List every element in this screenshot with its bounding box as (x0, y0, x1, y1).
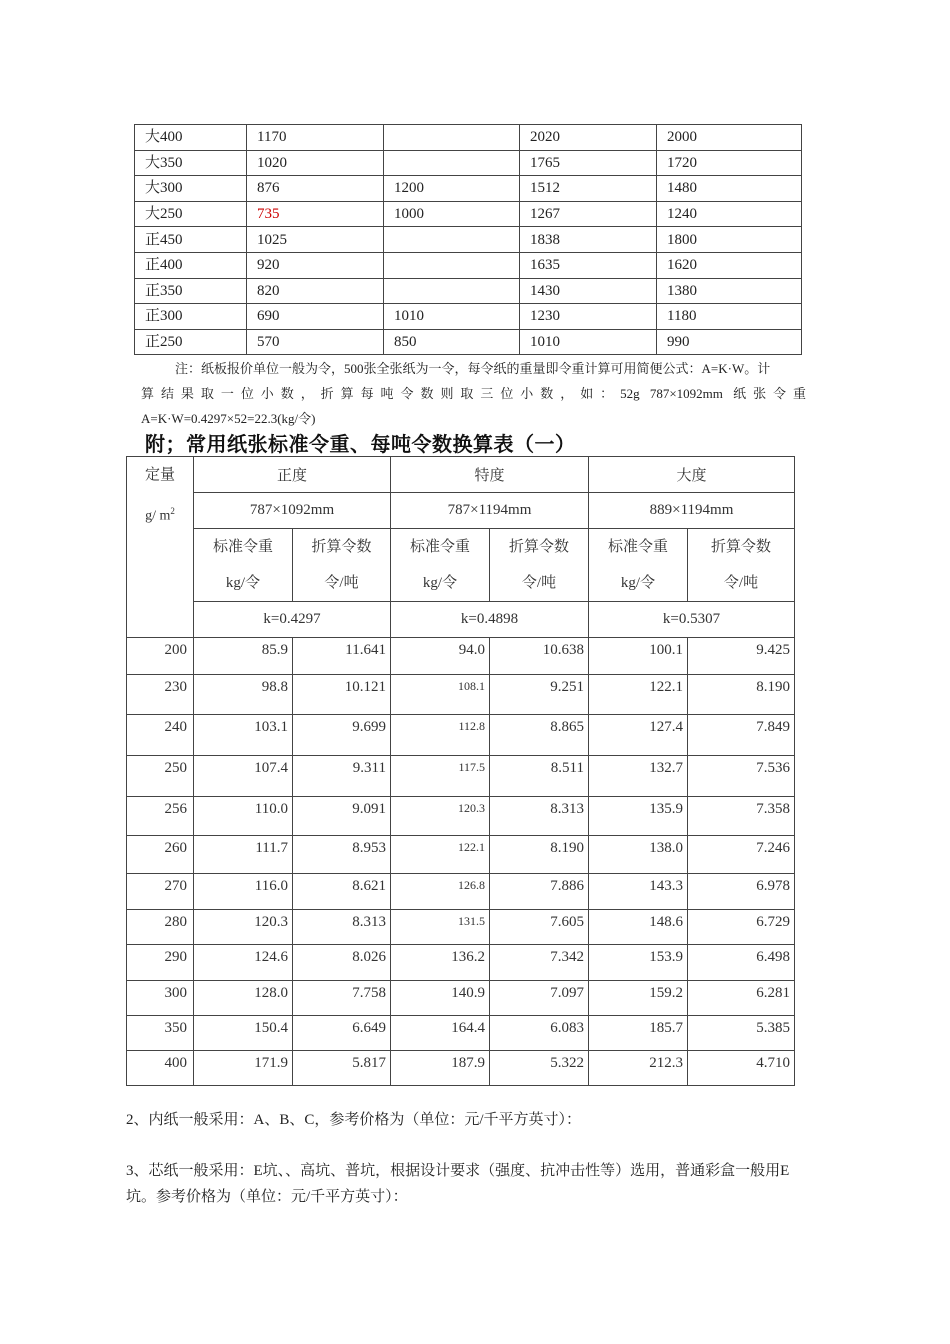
table-cell: 大350 (135, 150, 247, 176)
table-row (127, 836, 795, 874)
count-column-header (688, 529, 795, 602)
table-cell: 250 (127, 756, 194, 797)
table-cell: 6.649 (293, 1016, 391, 1051)
table-cell: 100.1 (589, 638, 688, 675)
table-cell: 8.621 (293, 874, 391, 910)
table-cell: 185.7 (589, 1016, 688, 1051)
table-cell: 8.190 (688, 675, 795, 715)
group-name-tedu: 特度 (391, 457, 589, 493)
table-cell: 9.311 (293, 756, 391, 797)
table-cell: 187.9 (391, 1051, 490, 1086)
group-name-dadu: 大度 (589, 457, 795, 493)
table-row (127, 797, 795, 836)
table-cell: 131.5 (391, 910, 490, 945)
table-cell: 2000 (657, 125, 802, 151)
table-cell: 820 (247, 278, 384, 304)
k-value-zhengdu: k=0.4297 (194, 602, 391, 638)
table-cell: 126.8 (391, 874, 490, 910)
header-label: 折算令数 (508, 539, 569, 555)
header-label: 标准令重 (212, 539, 273, 555)
table-row (135, 329, 802, 355)
table-cell: 270 (127, 874, 194, 910)
basis-weight-header (127, 457, 194, 638)
table-cell: 正450 (135, 227, 247, 253)
weight-column-header (194, 529, 293, 602)
note-line-2: 算结果取一位小数，折算每吨令数则取三位小数，如：52g 787×1092mm 纸张令重 (141, 386, 806, 401)
table-cell: 350 (127, 1016, 194, 1051)
header-unit: kg/令 (422, 575, 458, 591)
table-cell: 570 (247, 329, 384, 355)
table-row (127, 874, 795, 910)
table-cell: 10.121 (293, 675, 391, 715)
table-cell: 200 (127, 638, 194, 675)
table-cell: 1000 (384, 201, 520, 227)
table-cell: 171.9 (194, 1051, 293, 1086)
table-cell: 8.190 (490, 836, 589, 874)
count-column-header (293, 529, 391, 602)
table-cell: 122.1 (391, 836, 490, 874)
table-cell: 6.281 (688, 981, 795, 1016)
header-label: 标准令重 (607, 539, 668, 555)
table-cell: 7.358 (688, 797, 795, 836)
table-cell: 7.536 (688, 756, 795, 797)
table-cell: 6.083 (490, 1016, 589, 1051)
table-cell (384, 252, 520, 278)
header-unit: kg/令 (620, 575, 656, 591)
weight-column-header (589, 529, 688, 602)
note-line-3: A=K·W=0.4297×52=22.3(kg/令) (141, 411, 316, 426)
table-row (135, 125, 802, 151)
table-cell: 10.638 (490, 638, 589, 675)
table-cell: 9.699 (293, 715, 391, 756)
table-row (127, 638, 795, 675)
table-cell: 400 (127, 1051, 194, 1086)
table-cell: 280 (127, 910, 194, 945)
table-cell: 120.3 (391, 797, 490, 836)
table-cell: 127.4 (589, 715, 688, 756)
table-cell: 9.091 (293, 797, 391, 836)
table-cell: 920 (247, 252, 384, 278)
table-cell: 128.0 (194, 981, 293, 1016)
table-cell: 138.0 (589, 836, 688, 874)
table-cell: 107.4 (194, 756, 293, 797)
table-cell: 7.342 (490, 945, 589, 981)
table-cell: 9.425 (688, 638, 795, 675)
table-cell: 大400 (135, 125, 247, 151)
group-size-dadu: 889×1194mm (589, 493, 795, 529)
table-cell: 1025 (247, 227, 384, 253)
table-cell: 正350 (135, 278, 247, 304)
table-cell: 7.605 (490, 910, 589, 945)
table-cell: 122.1 (589, 675, 688, 715)
table-cell: 230 (127, 675, 194, 715)
table-cell: 7.097 (490, 981, 589, 1016)
table-cell: 大250 (135, 201, 247, 227)
table-cell: 8.953 (293, 836, 391, 874)
table-cell: 1800 (657, 227, 802, 253)
table-row (135, 227, 802, 253)
table-cell: 110.0 (194, 797, 293, 836)
table-cell: 690 (247, 304, 384, 330)
table-cell: 1480 (657, 176, 802, 202)
table-cell: 124.6 (194, 945, 293, 981)
table-cell: 116.0 (194, 874, 293, 910)
paper-price-table (134, 124, 802, 355)
table-cell: 111.7 (194, 836, 293, 874)
table-cell: 98.8 (194, 675, 293, 715)
table-cell: 1020 (247, 150, 384, 176)
table-cell: 290 (127, 945, 194, 981)
table-cell: 8.026 (293, 945, 391, 981)
table-cell: 735 (247, 201, 384, 227)
table-cell: 7.246 (688, 836, 795, 874)
table-cell: 1380 (657, 278, 802, 304)
paragraph-inner-paper: 2、内纸一般采用：A、B、C，参考价格为（单位：元/千平方英寸）： (126, 1112, 582, 1128)
table-cell: 1430 (520, 278, 657, 304)
table-cell: 103.1 (194, 715, 293, 756)
table-cell: 8.511 (490, 756, 589, 797)
table-cell: 8.313 (293, 910, 391, 945)
table-row (127, 756, 795, 797)
table-row (135, 278, 802, 304)
table-cell: 260 (127, 836, 194, 874)
table-cell: 1620 (657, 252, 802, 278)
table-cell: 212.3 (589, 1051, 688, 1086)
table-row (127, 675, 795, 715)
table-cell: 990 (657, 329, 802, 355)
table-cell: 94.0 (391, 638, 490, 675)
header-label: 折算令数 (710, 539, 771, 555)
note-line-1: 注：纸板报价单位一般为令，500张全张纸为一令，每令纸的重量即令重计算可用简便公式：A=K·W。计 (175, 361, 771, 376)
table-cell (384, 150, 520, 176)
table-cell: 159.2 (589, 981, 688, 1016)
table-cell: 2020 (520, 125, 657, 151)
table-cell: 1240 (657, 201, 802, 227)
group-name-zhengdu: 正度 (194, 457, 391, 493)
table-cell: 6.978 (688, 874, 795, 910)
group-size-zhengdu: 787×1092mm (194, 493, 391, 529)
table-cell: 85.9 (194, 638, 293, 675)
paragraph-core-paper: 3、芯纸一般采用：E坑、、高坑、普坑，根据设计要求（强度、抗冲击性等）选用，普通彩盒一般用E坑。参考价格为（单位：元/千平方英寸）： (126, 1163, 790, 1205)
table-cell: 117.5 (391, 756, 490, 797)
note-paragraph (141, 356, 806, 431)
table-cell: 300 (127, 981, 194, 1016)
table-row (135, 150, 802, 176)
table-cell: 大300 (135, 176, 247, 202)
header-unit: 令/吨 (324, 575, 359, 591)
table-cell: 153.9 (589, 945, 688, 981)
table-cell (384, 278, 520, 304)
table-row (135, 252, 802, 278)
table-row (127, 981, 795, 1016)
table-cell: 1720 (657, 150, 802, 176)
table-cell: 5.385 (688, 1016, 795, 1051)
table-cell: 7.886 (490, 874, 589, 910)
table-cell: 112.8 (391, 715, 490, 756)
k-value-tedu: k=0.4898 (391, 602, 589, 638)
table-cell: 8.313 (490, 797, 589, 836)
section-heading: 附；常用纸张标准令重、每吨令数换算表（一） (145, 434, 576, 456)
group-size-tedu: 787×1194mm (391, 493, 589, 529)
table-cell: 6.729 (688, 910, 795, 945)
basis-weight-label: 定量 (144, 467, 175, 483)
k-value-dadu: k=0.5307 (589, 602, 795, 638)
table-cell: 正300 (135, 304, 247, 330)
unit-superscript: 2 (170, 506, 175, 516)
table-row (127, 715, 795, 756)
table-row (135, 304, 802, 330)
table-cell: 7.758 (293, 981, 391, 1016)
table-row (127, 945, 795, 981)
table-cell: 148.6 (589, 910, 688, 945)
table-cell: 1010 (520, 329, 657, 355)
header-label: 标准令重 (409, 539, 470, 555)
table-cell: 1200 (384, 176, 520, 202)
table-row (127, 910, 795, 945)
table-cell: 1170 (247, 125, 384, 151)
table-cell: 240 (127, 715, 194, 756)
table-cell: 1267 (520, 201, 657, 227)
table-cell: 7.849 (688, 715, 795, 756)
table-cell: 11.641 (293, 638, 391, 675)
table-cell: 132.7 (589, 756, 688, 797)
table-cell: 256 (127, 797, 194, 836)
table-cell: 5.817 (293, 1051, 391, 1086)
header-unit: kg/令 (225, 575, 261, 591)
table-cell: 140.9 (391, 981, 490, 1016)
table-cell: 135.9 (589, 797, 688, 836)
table-cell: 164.4 (391, 1016, 490, 1051)
table-cell: 108.1 (391, 675, 490, 715)
table-cell (384, 125, 520, 151)
table-cell: 8.865 (490, 715, 589, 756)
table-cell: 1180 (657, 304, 802, 330)
table-cell: 9.251 (490, 675, 589, 715)
table-cell: 6.498 (688, 945, 795, 981)
table-cell: 150.4 (194, 1016, 293, 1051)
header-unit: 令/吨 (723, 575, 759, 591)
table-cell: 143.3 (589, 874, 688, 910)
table-row (127, 1051, 795, 1086)
table-cell: 120.3 (194, 910, 293, 945)
table-cell: 850 (384, 329, 520, 355)
table-cell: 5.322 (490, 1051, 589, 1086)
count-column-header (490, 529, 589, 602)
table-cell: 4.710 (688, 1051, 795, 1086)
table-cell (384, 227, 520, 253)
header-label: 折算令数 (311, 539, 372, 555)
table-cell: 136.2 (391, 945, 490, 981)
table-cell: 1512 (520, 176, 657, 202)
table-cell: 1010 (384, 304, 520, 330)
table-row (135, 176, 802, 202)
table-row (127, 1016, 795, 1051)
basis-weight-unit: g/ m (145, 508, 171, 524)
table-cell: 1765 (520, 150, 657, 176)
header-unit: 令/吨 (521, 575, 557, 591)
weight-column-header (391, 529, 490, 602)
table-cell: 1635 (520, 252, 657, 278)
table-cell: 1230 (520, 304, 657, 330)
table-row (135, 201, 802, 227)
table-cell: 正400 (135, 252, 247, 278)
ream-conversion-table (126, 456, 795, 1086)
table-cell: 1838 (520, 227, 657, 253)
table-cell: 876 (247, 176, 384, 202)
table-cell: 正250 (135, 329, 247, 355)
